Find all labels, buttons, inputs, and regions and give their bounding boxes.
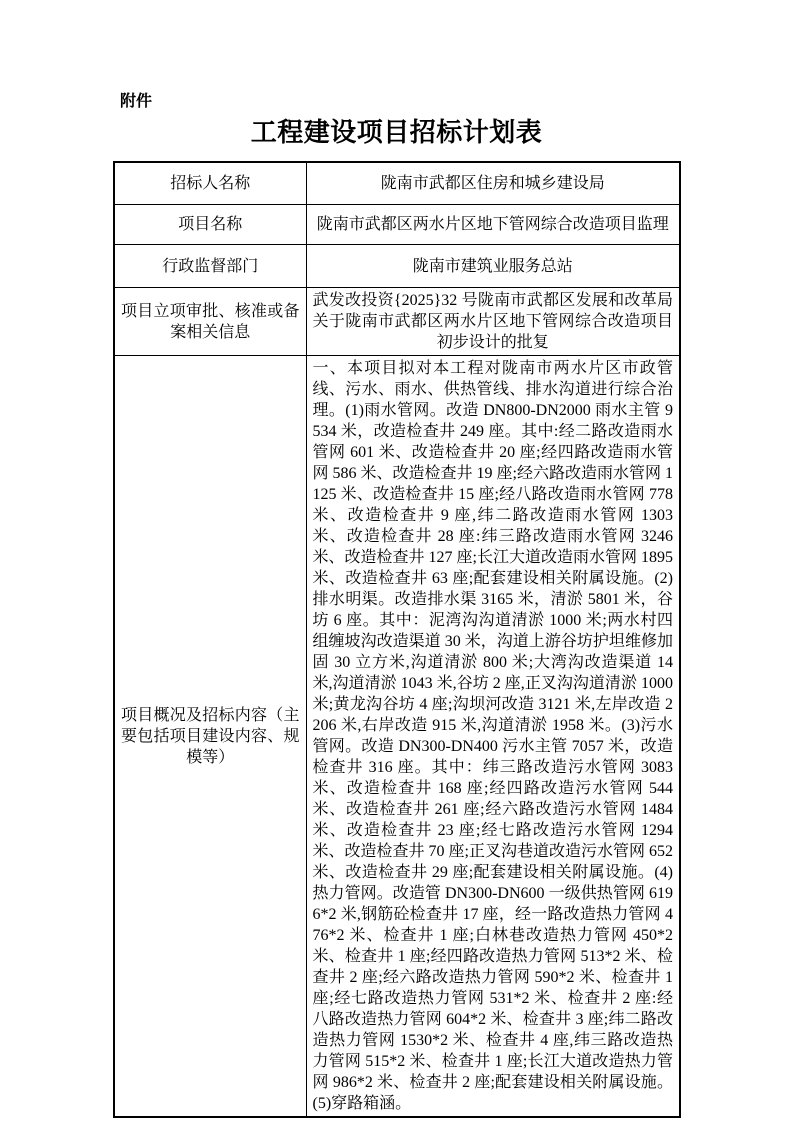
row-value-project-name: 陇南市武都区两水片区地下管网综合改造项目监理 [306,205,680,245]
row-value-bidder-name: 陇南市武都区住房和城乡建设局 [306,162,680,205]
table-row [114,162,680,205]
table-row [114,288,680,356]
row-value-project-overview: 一、本项目拟对本工程对陇南市两水片区市政管线、污水、雨水、供热管线、排水沟道进行综合治理。(1)雨水管网。改造 DN800-DN2000 雨水主管 9534 米，改造检查井 249 座。其中:经二路改造雨水管网 601 米、改造检查井 20 座;经四路改造雨水管网 586 米、改造检查井 19 座;经六路改造雨水管网 1125 米、改造检查井 15 座;经八路改造雨水管网 778 米、改造检查井 9 座,纬二路改造雨水管网 1303 米、改造检查井 28 座:纬三路改造雨水管网 3246 米、改造检查井 127 座;长江大道改造雨水管网 1895 米、改造检查井 63 座;配套建设相关附属设施。(2)排水明渠。改造排水渠 3165 米，清淤 5801 米，谷坊 6 座。其中：泥湾沟沟道清淤 1000 米;两水村四组缠坡沟改造渠道 30 米，沟道上游谷坊护坦维修加固 30 立方米,沟道清淤 800 米;大湾沟改造渠道 14 米,沟道清淤 1043 米,谷坊 2 座,正叉沟沟道清淤 1000 米;黄龙沟谷坊 4 座;沟坝河改造 3121 米,左岸改造 2206 米,右岸改造 915 米,沟道清淤 1958 米。(3)污水管网。改造 DN300-DN400 污水主管 7057 米，改造检查井 316 座。其中：纬三路改造污水管网 3083 米、改造检查井 168 座;经四路改造污水管网 544 米、改造检查井 261 座;经六路改造污水管网 1484 米、改造检查井 23 座;经七路改造污水管网 1294 米、改造检查井 70 座;正叉沟巷道改造污水管网 652 米、改造检查井 29 座;配套建设相关附属设施。(4)热力管网。改造管 DN300-DN600 一级供热管网 6196*2 米,钢筋砼检查井 17 座，经一路改造热力管网 476*2 米、检查井 1 座;白林巷改造热力管网 450*2 米、检查井 1 座;经四路改造热力管网 513*2 米、检查井 2 座;经六路改造热力管网 590*2 米、检查井 1 座;经七路改造热力管网 531*2 米、检查井 2 座:经八路改造热力管网 604*2 米、检查井 3 座;纬二路改造热力管网 1530*2 米、检查井 4 座,纬三路改造热力管网 515*2 米、检查井 1 座;长江大道改造热力管网 986*2 米、检查井 2 座;配套建设相关附属设施。(5)穿路箱涵。 [306,356,680,1118]
bid-plan-table [113,161,681,1118]
row-label-project-overview: 项目概况及招标内容（主要包括项目建设内容、规模等） [114,356,306,1118]
row-label-supervision-dept: 行政监督部门 [114,245,306,288]
table-row [114,205,680,245]
row-label-bidder-name: 招标人名称 [114,162,306,205]
document-title: 工程建设项目招标计划表 [250,117,543,147]
row-value-supervision-dept: 陇南市建筑业服务总站 [306,245,680,288]
attachment-label: 附件 [120,93,153,110]
table-row [114,245,680,288]
row-label-project-name: 项目名称 [114,205,306,245]
row-label-approval-info: 项目立项审批、核准或备案相关信息 [114,288,306,356]
table-row [114,356,680,1118]
row-value-approval-info: 武发改投资{2025}32 号陇南市武都区发展和改革局关于陇南市武都区两水片区地下管网综合改造项目初步设计的批复 [306,288,680,356]
